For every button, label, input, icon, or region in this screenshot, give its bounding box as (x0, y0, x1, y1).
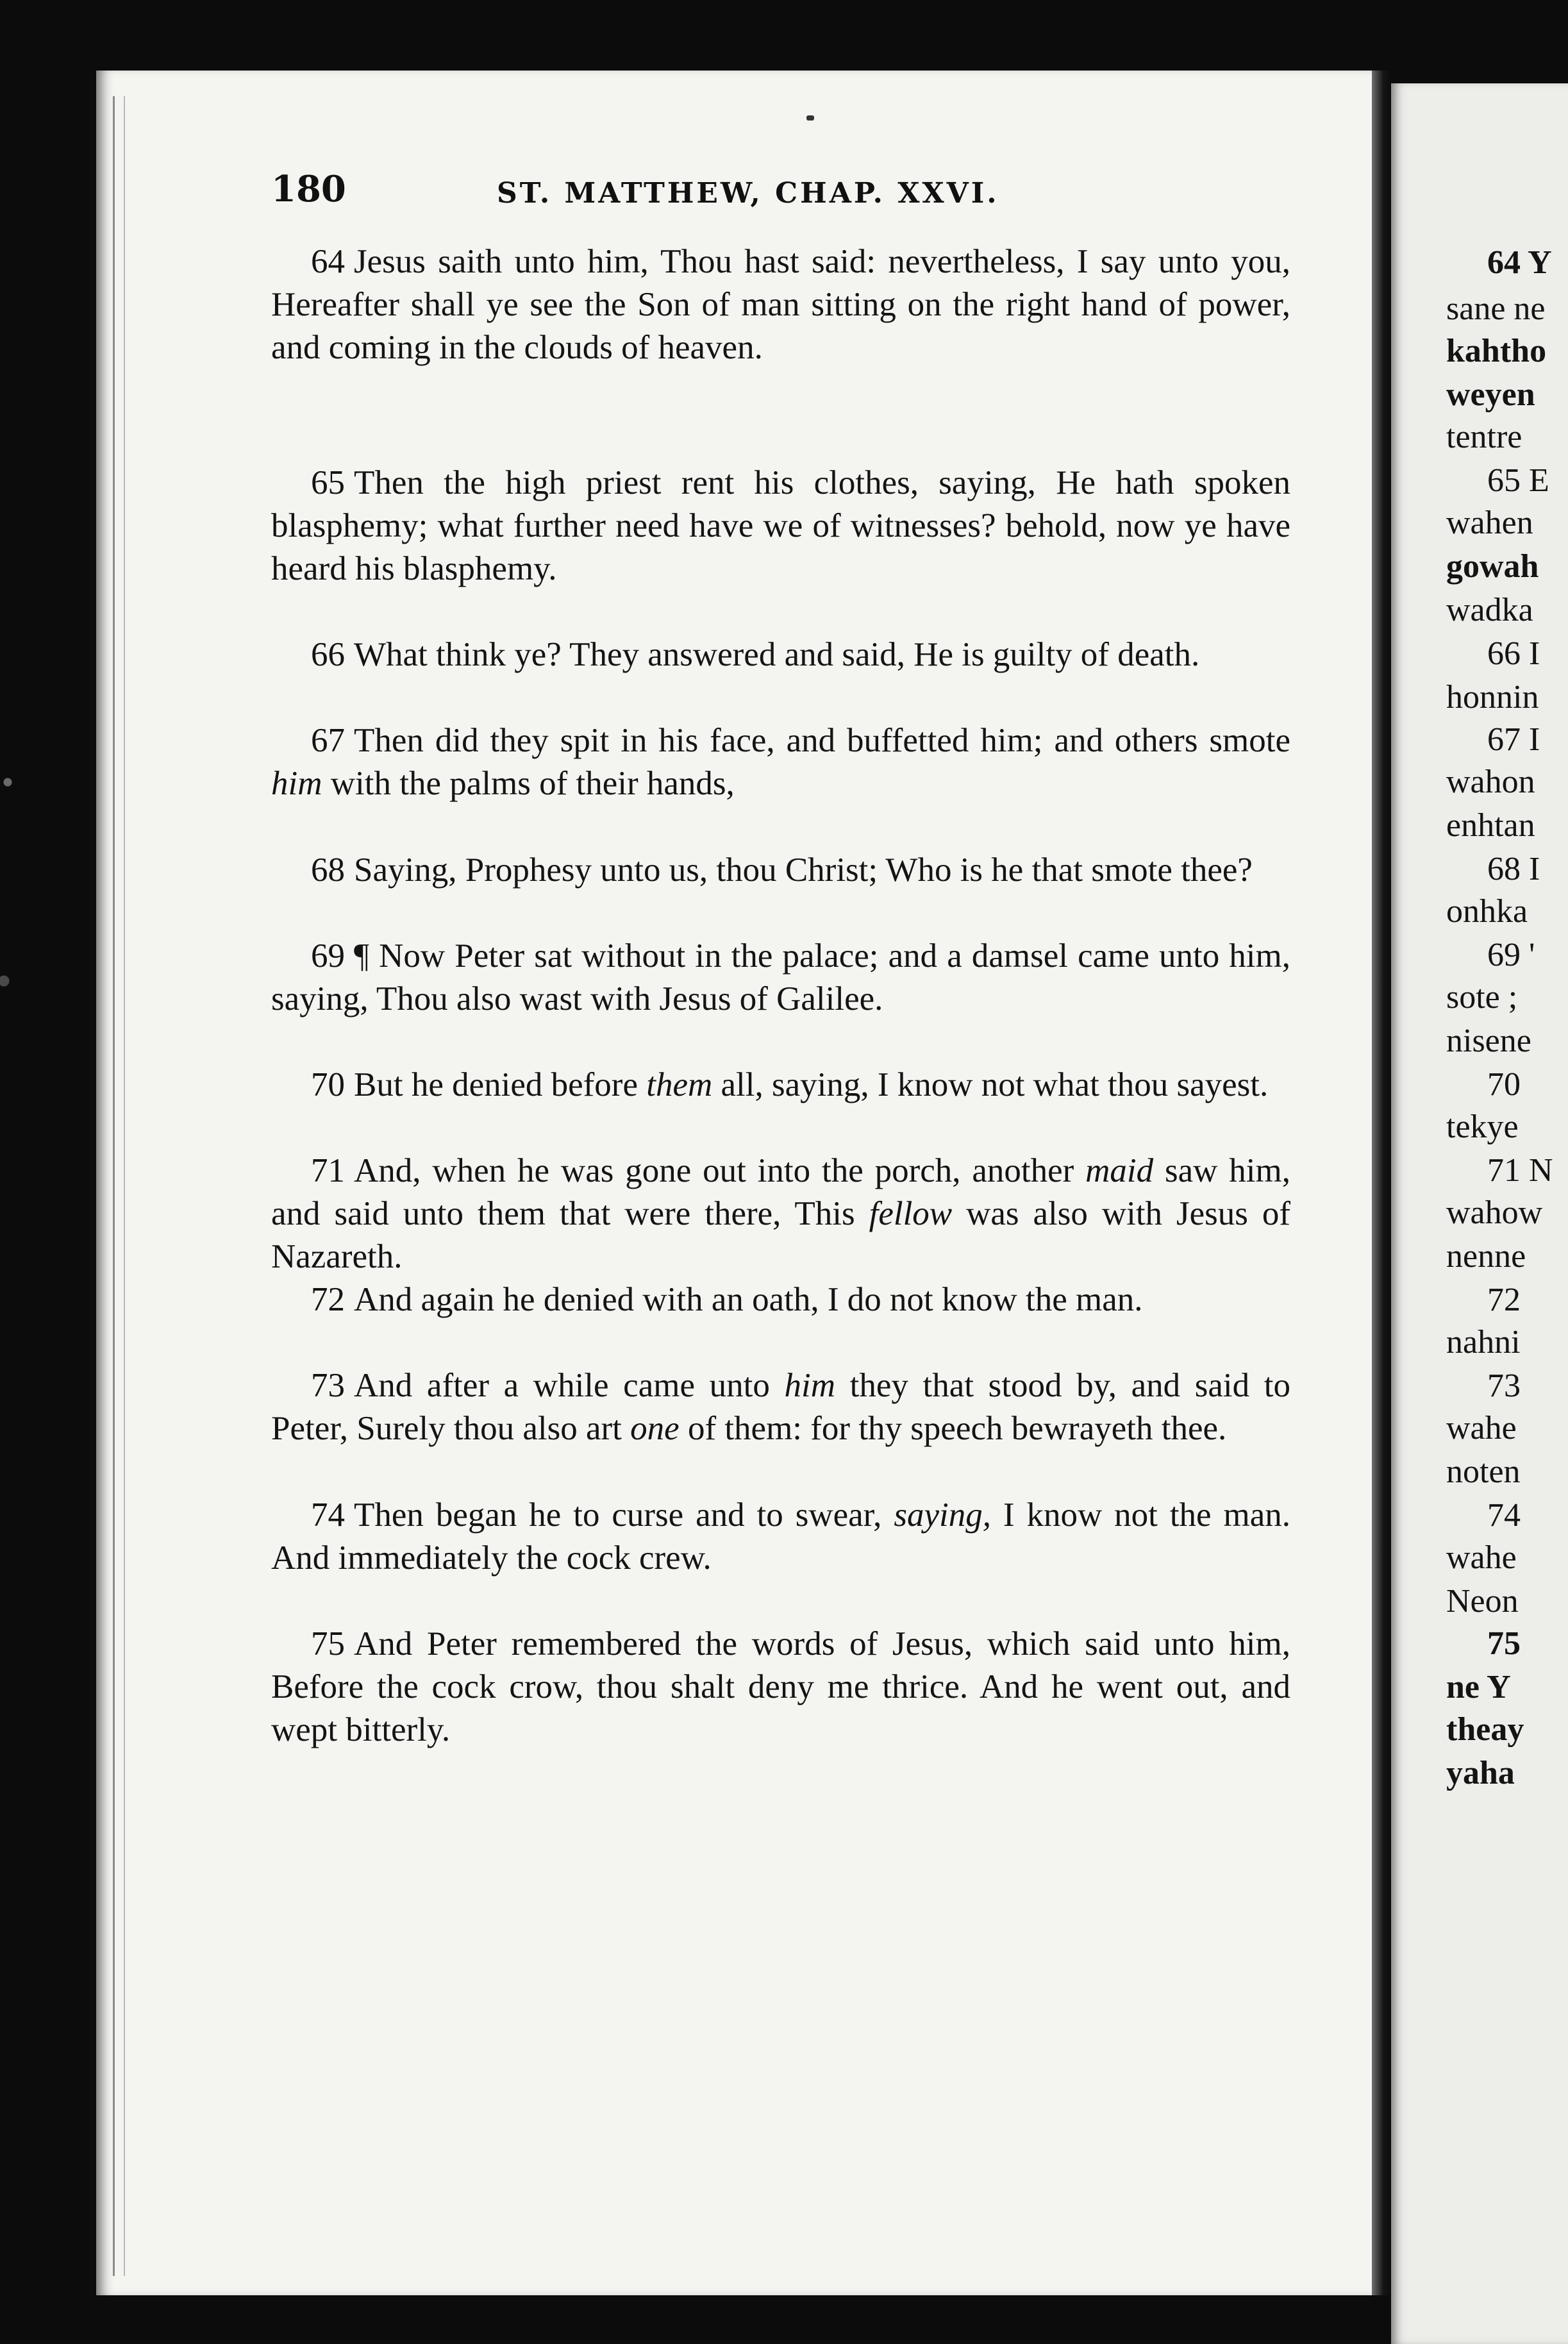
verse-text: Then began he to curse and to swear, (354, 1496, 894, 1534)
verse-text: What think ye? They answered and said, He is guilty of death. (354, 636, 1200, 673)
right-page-line: 73 (1487, 1368, 1521, 1404)
book-gutter (1372, 71, 1391, 2295)
verse-italic: one (630, 1410, 680, 1447)
verse-number: 69 (311, 937, 345, 975)
right-page-line: 67 I (1487, 721, 1540, 758)
verse-71 (271, 1150, 1290, 1278)
right-page-line: kahtho (1446, 333, 1547, 369)
right-page-line: tekye (1446, 1109, 1519, 1145)
verse-text: I know not the man. And immediately the cock crew. (271, 1496, 1290, 1577)
right-page-line: nenne (1446, 1238, 1526, 1275)
verse-italic: maid (1085, 1152, 1154, 1189)
right-page-line: Neon (1446, 1583, 1519, 1620)
verse-70 (271, 1064, 1290, 1107)
verse-number: 73 (311, 1367, 345, 1404)
verse-74 (271, 1494, 1290, 1580)
print-mark (806, 115, 814, 121)
verse-number: 67 (311, 722, 345, 759)
verse-text: Saying, Prophesy unto us, thou Christ; Who is he that smote thee? (354, 851, 1253, 889)
verse-number: 70 (311, 1066, 345, 1103)
right-page-line: 65 E (1487, 462, 1549, 499)
right-page-line: 74 (1487, 1497, 1521, 1534)
right-page-line: 72 (1487, 1282, 1521, 1318)
right-page-line: weyen (1446, 376, 1535, 413)
verse-italic: him (784, 1367, 835, 1404)
verse-italic: them (646, 1066, 713, 1103)
verse-number: 72 (311, 1281, 345, 1318)
verse-number: 71 (311, 1152, 345, 1189)
right-page-line: sote ; (1446, 979, 1518, 1016)
verse-text: And, when he was gone out into the porch, another (354, 1152, 1086, 1189)
verse-text: And again he denied with an oath, I do not know the man. (354, 1281, 1143, 1318)
right-page-line: gowah (1446, 548, 1539, 585)
verse-text: ¶ Now Peter sat without in the palace; and a damsel came unto him, saying, Thou also wast with Jesus of Galilee. (271, 937, 1290, 1017)
verse-text: And after a while came unto (354, 1367, 785, 1404)
right-page (1391, 83, 1568, 2344)
right-page-line: honnin (1446, 679, 1539, 716)
right-page-line: sane ne (1446, 290, 1546, 327)
verse-text: Jesus saith unto him, Thou hast said: nevertheless, I say unto you, Hereafter shall ye see the Son of man sitting on the right hand of power, and coming in the clouds of heaven. (271, 243, 1290, 366)
right-page-line: theay (1446, 1711, 1524, 1748)
verse-number: 65 (311, 464, 345, 501)
verse-65 (271, 462, 1290, 590)
right-page-line: wahen (1446, 505, 1533, 541)
right-page-line: 70 (1487, 1066, 1521, 1103)
verse-text: Then the high priest rent his clothes, saying, He hath spoken blasphemy; what further need have we of witnesses? behold, now ye have heard his blasphemy. (271, 464, 1290, 587)
verse-italic: fellow (869, 1195, 953, 1232)
verse-66 (271, 633, 1290, 676)
verse-number: 64 (311, 243, 345, 280)
verse-72 (271, 1278, 1290, 1321)
right-page-line: wadka (1446, 592, 1533, 628)
running-head-title: ST. MATTHEW, CHAP. XXVI. (497, 177, 999, 210)
right-page-line: enhtan (1446, 807, 1535, 844)
right-page-line: 64 Y (1487, 244, 1552, 281)
right-page-line: ne Y (1446, 1669, 1511, 1705)
verse-number: 68 (311, 851, 345, 889)
right-page-line: 69 ' (1487, 937, 1535, 973)
right-page-line: 75 (1487, 1625, 1521, 1662)
right-page-line: wahow (1446, 1194, 1543, 1231)
right-page-line: yaha (1446, 1755, 1515, 1791)
verse-number: 74 (311, 1496, 345, 1534)
verse-text: all, saying, I know not what thou sayest. (712, 1066, 1269, 1103)
verse-text: was also with Jesus of Nazareth. (271, 1195, 1291, 1275)
right-page-line: wahe (1446, 1410, 1517, 1446)
verse-text: they that stood by, and said to Peter, Surely thou also art (271, 1367, 1290, 1447)
page-edge-lines (113, 96, 125, 2276)
verse-75 (271, 1623, 1290, 1752)
right-page-line: nahni (1446, 1324, 1521, 1360)
verse-number: 66 (311, 636, 345, 673)
verse-text: And Peter remembered the words of Jesus, which said unto him, Before the cock crow, thou shalt deny me thrice. And he went out, and wept bitterly. (271, 1625, 1290, 1748)
verse-text: with the palms of their hands, (322, 765, 735, 802)
right-page-line: 71 N (1487, 1152, 1553, 1189)
right-page-line: nisene (1446, 1023, 1531, 1059)
verse-text: Then did they spit in his face, and buffetted him; and others smote (354, 722, 1290, 759)
verse-italic: saying, (894, 1496, 991, 1534)
page-number: 180 (271, 168, 346, 210)
verse-italic: him (271, 765, 322, 802)
right-page-line: tentre (1446, 419, 1522, 455)
running-head (271, 168, 1294, 219)
right-page-line: 66 I (1487, 635, 1540, 672)
verse-number: 75 (311, 1625, 345, 1662)
right-page-line: wahon (1446, 764, 1535, 800)
verse-67 (271, 719, 1290, 805)
verse-64 (271, 240, 1290, 369)
verse-68 (271, 849, 1290, 892)
verse-69 (271, 935, 1290, 1021)
verse-text: of them: for thy speech bewrayeth thee. (679, 1410, 1227, 1447)
verse-73 (271, 1364, 1290, 1450)
right-page-line: 68 I (1487, 851, 1540, 887)
verse-text: But he denied before (354, 1066, 647, 1103)
right-page-line: onhka (1446, 893, 1528, 930)
verse-text: saw him, and said unto them that were there, This (271, 1152, 1290, 1232)
right-page-line: noten (1446, 1453, 1521, 1490)
right-page-line: wahe (1446, 1539, 1517, 1576)
